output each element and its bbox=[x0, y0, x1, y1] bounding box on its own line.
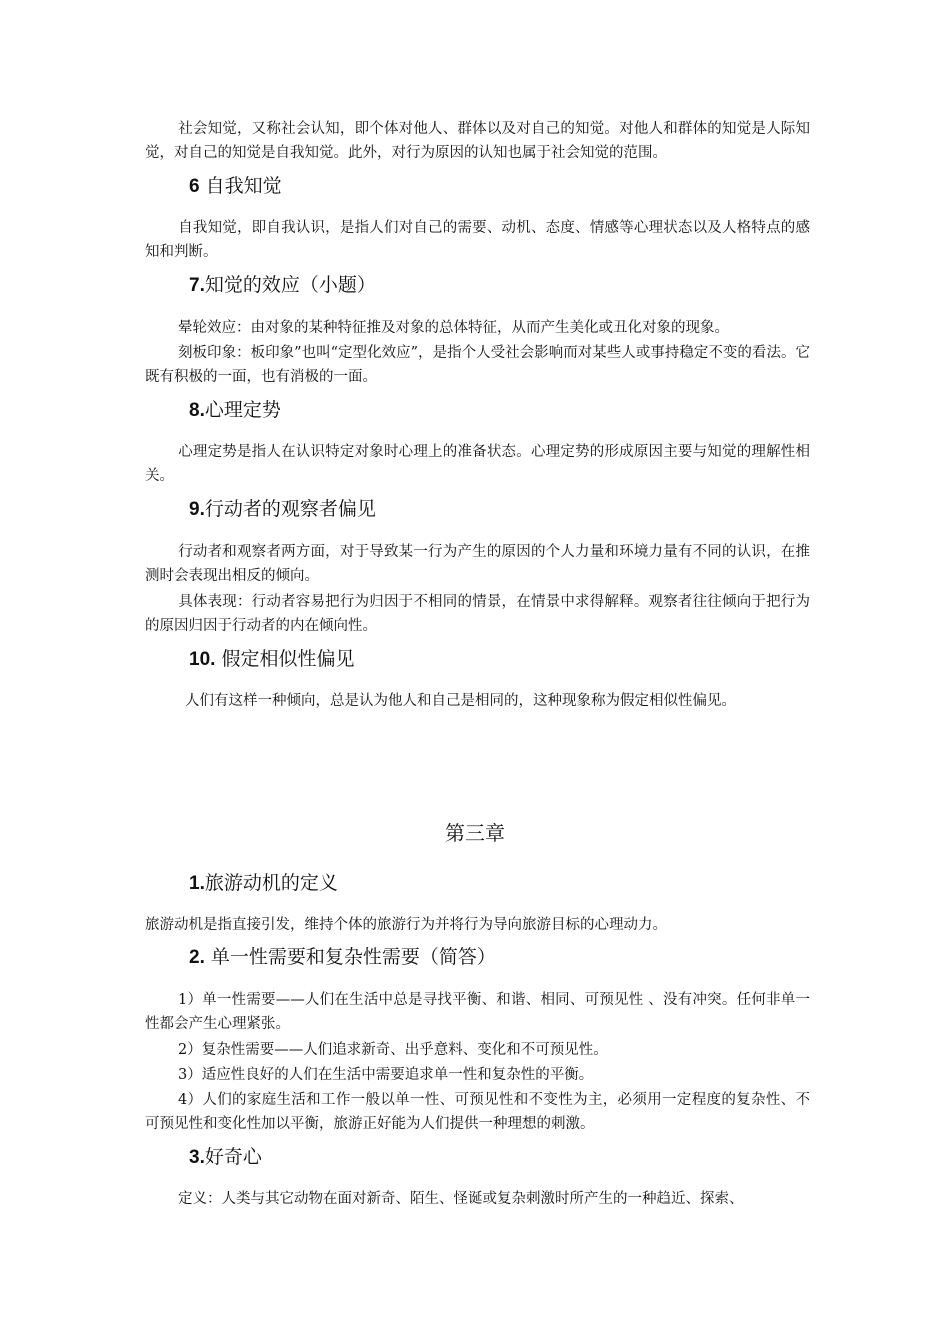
paragraph-need-4 bbox=[145, 1088, 810, 1136]
heading-text: 假定相似性偏见 bbox=[215, 648, 355, 670]
paragraph-text: 自我知觉，即自我认识，是指人们对自己的需要、动机、态度、情感等心理状态以及人格特点的感知和判断。 bbox=[145, 220, 810, 260]
heading-text: 好奇心 bbox=[204, 1146, 262, 1168]
paragraph-stereotype bbox=[145, 341, 810, 389]
paragraph-text: 4）人们的家庭生活和工作一般以单一性、可预见性和不变性为主，必须用一定程度的复杂性、不可预见性和变化性加以平衡，旅游正好能为人们提供一种理想的刺激。 bbox=[145, 1092, 810, 1132]
paragraph-text: 1）单一性需要——人们在生活中总是寻找平衡、和谐、相同、可预见性 、没有冲突。任何非单一性都会产生心理紧张。 bbox=[145, 992, 810, 1032]
paragraph-text: 心理定势是指人在认识特定对象时心理上的准备状态。心理定势的形成原因主要与知觉的理解性相关。 bbox=[145, 444, 810, 484]
heading-text: 旅游动机的定义 bbox=[204, 872, 338, 894]
paragraph-text: 刻板印象：板印象”也叫“定型化效应”，是指个人受社会影响而对某些人或事持稳定不变的看法。它既有积极的一面，也有消极的一面。 bbox=[145, 345, 810, 385]
heading-text: 单一性需要和复杂性需要（简答） bbox=[204, 946, 496, 968]
heading-single-complex-needs bbox=[189, 943, 496, 972]
paragraph-text: 2）复杂性需要——人们追求新奇、出乎意料、变化和不可预见性。 bbox=[178, 1042, 608, 1058]
paragraph-actor-observer bbox=[145, 540, 810, 588]
paragraph-curiosity bbox=[145, 1187, 810, 1211]
paragraph-need-2 bbox=[145, 1038, 810, 1062]
heading-text: 心理定势 bbox=[204, 399, 281, 421]
paragraph-self-perception bbox=[145, 216, 810, 264]
chapter-title: 第三章 bbox=[445, 821, 505, 845]
heading-perception-effects bbox=[189, 271, 376, 300]
heading-mental-set bbox=[189, 396, 281, 425]
paragraph-social-perception bbox=[145, 117, 810, 165]
paragraph-text: 行动者和观察者两方面，对于导致某一行为产生的原因的个人力量和环境力量有不同的认识，在推测时会表现出相反的倾向。 bbox=[145, 544, 810, 584]
heading-self-perception bbox=[189, 172, 282, 201]
heading-text: 自我知觉 bbox=[199, 175, 282, 197]
paragraph-assumed-similarity bbox=[145, 689, 810, 713]
paragraph-halo-effect bbox=[145, 316, 810, 340]
heading-number: 7. bbox=[189, 275, 205, 296]
heading-curiosity bbox=[189, 1143, 262, 1172]
paragraph-text: 社会知觉，又称社会认知，即个体对他人、群体以及对自己的知觉。对他人和群体的知觉是人际知觉，对自己的知觉是自我知觉。此外，对行为原因的认知也属于社会知觉的范围。 bbox=[145, 121, 810, 161]
paragraph-text: 旅游动机是指直接引发，维持个体的旅游行为并将行为导向旅游目标的心理动力。 bbox=[145, 917, 667, 933]
heading-assumed-similarity bbox=[189, 645, 354, 674]
heading-number: 10. bbox=[189, 649, 216, 670]
heading-number: 6 bbox=[189, 176, 200, 197]
paragraph-text: 人们有这样一种倾向，总是认为他人和自己是相同的，这种现象称为假定相似性偏见。 bbox=[185, 693, 736, 709]
heading-number: 8. bbox=[189, 400, 205, 421]
paragraph-need-3 bbox=[145, 1063, 810, 1087]
paragraph-text: 具体表现：行动者容易把行为归因于不相同的情景，在情景中求得解释。观察者往往倾向于把行为的原因归因于行动者的内在倾向性。 bbox=[145, 594, 810, 634]
heading-travel-motivation bbox=[189, 869, 338, 898]
heading-text: 知觉的效应（小题） bbox=[204, 274, 376, 296]
paragraph-text: 晕轮效应：由对象的某种特征推及对象的总体特征，从而产生美化或丑化对象的现象。 bbox=[178, 320, 729, 336]
heading-text: 行动者的观察者偏见 bbox=[204, 498, 376, 520]
paragraph-need-1 bbox=[145, 988, 810, 1036]
paragraph-mental-set bbox=[145, 440, 810, 488]
paragraph-actor-observer-details bbox=[145, 590, 810, 638]
paragraph-text: 3）适应性良好的人们在生活中需要追求单一性和复杂性的平衡。 bbox=[178, 1067, 594, 1083]
paragraph-travel-motivation bbox=[145, 913, 810, 937]
heading-number: 1. bbox=[189, 873, 205, 894]
paragraph-text: 定义：人类与其它动物在面对新奇、陌生、怪诞或复杂刺激时所产生的一种趋近、探索、 bbox=[178, 1191, 744, 1207]
heading-actor-observer-bias bbox=[189, 495, 376, 524]
heading-number: 9. bbox=[189, 499, 205, 520]
heading-number: 2. bbox=[189, 947, 205, 968]
heading-number: 3. bbox=[189, 1147, 205, 1168]
